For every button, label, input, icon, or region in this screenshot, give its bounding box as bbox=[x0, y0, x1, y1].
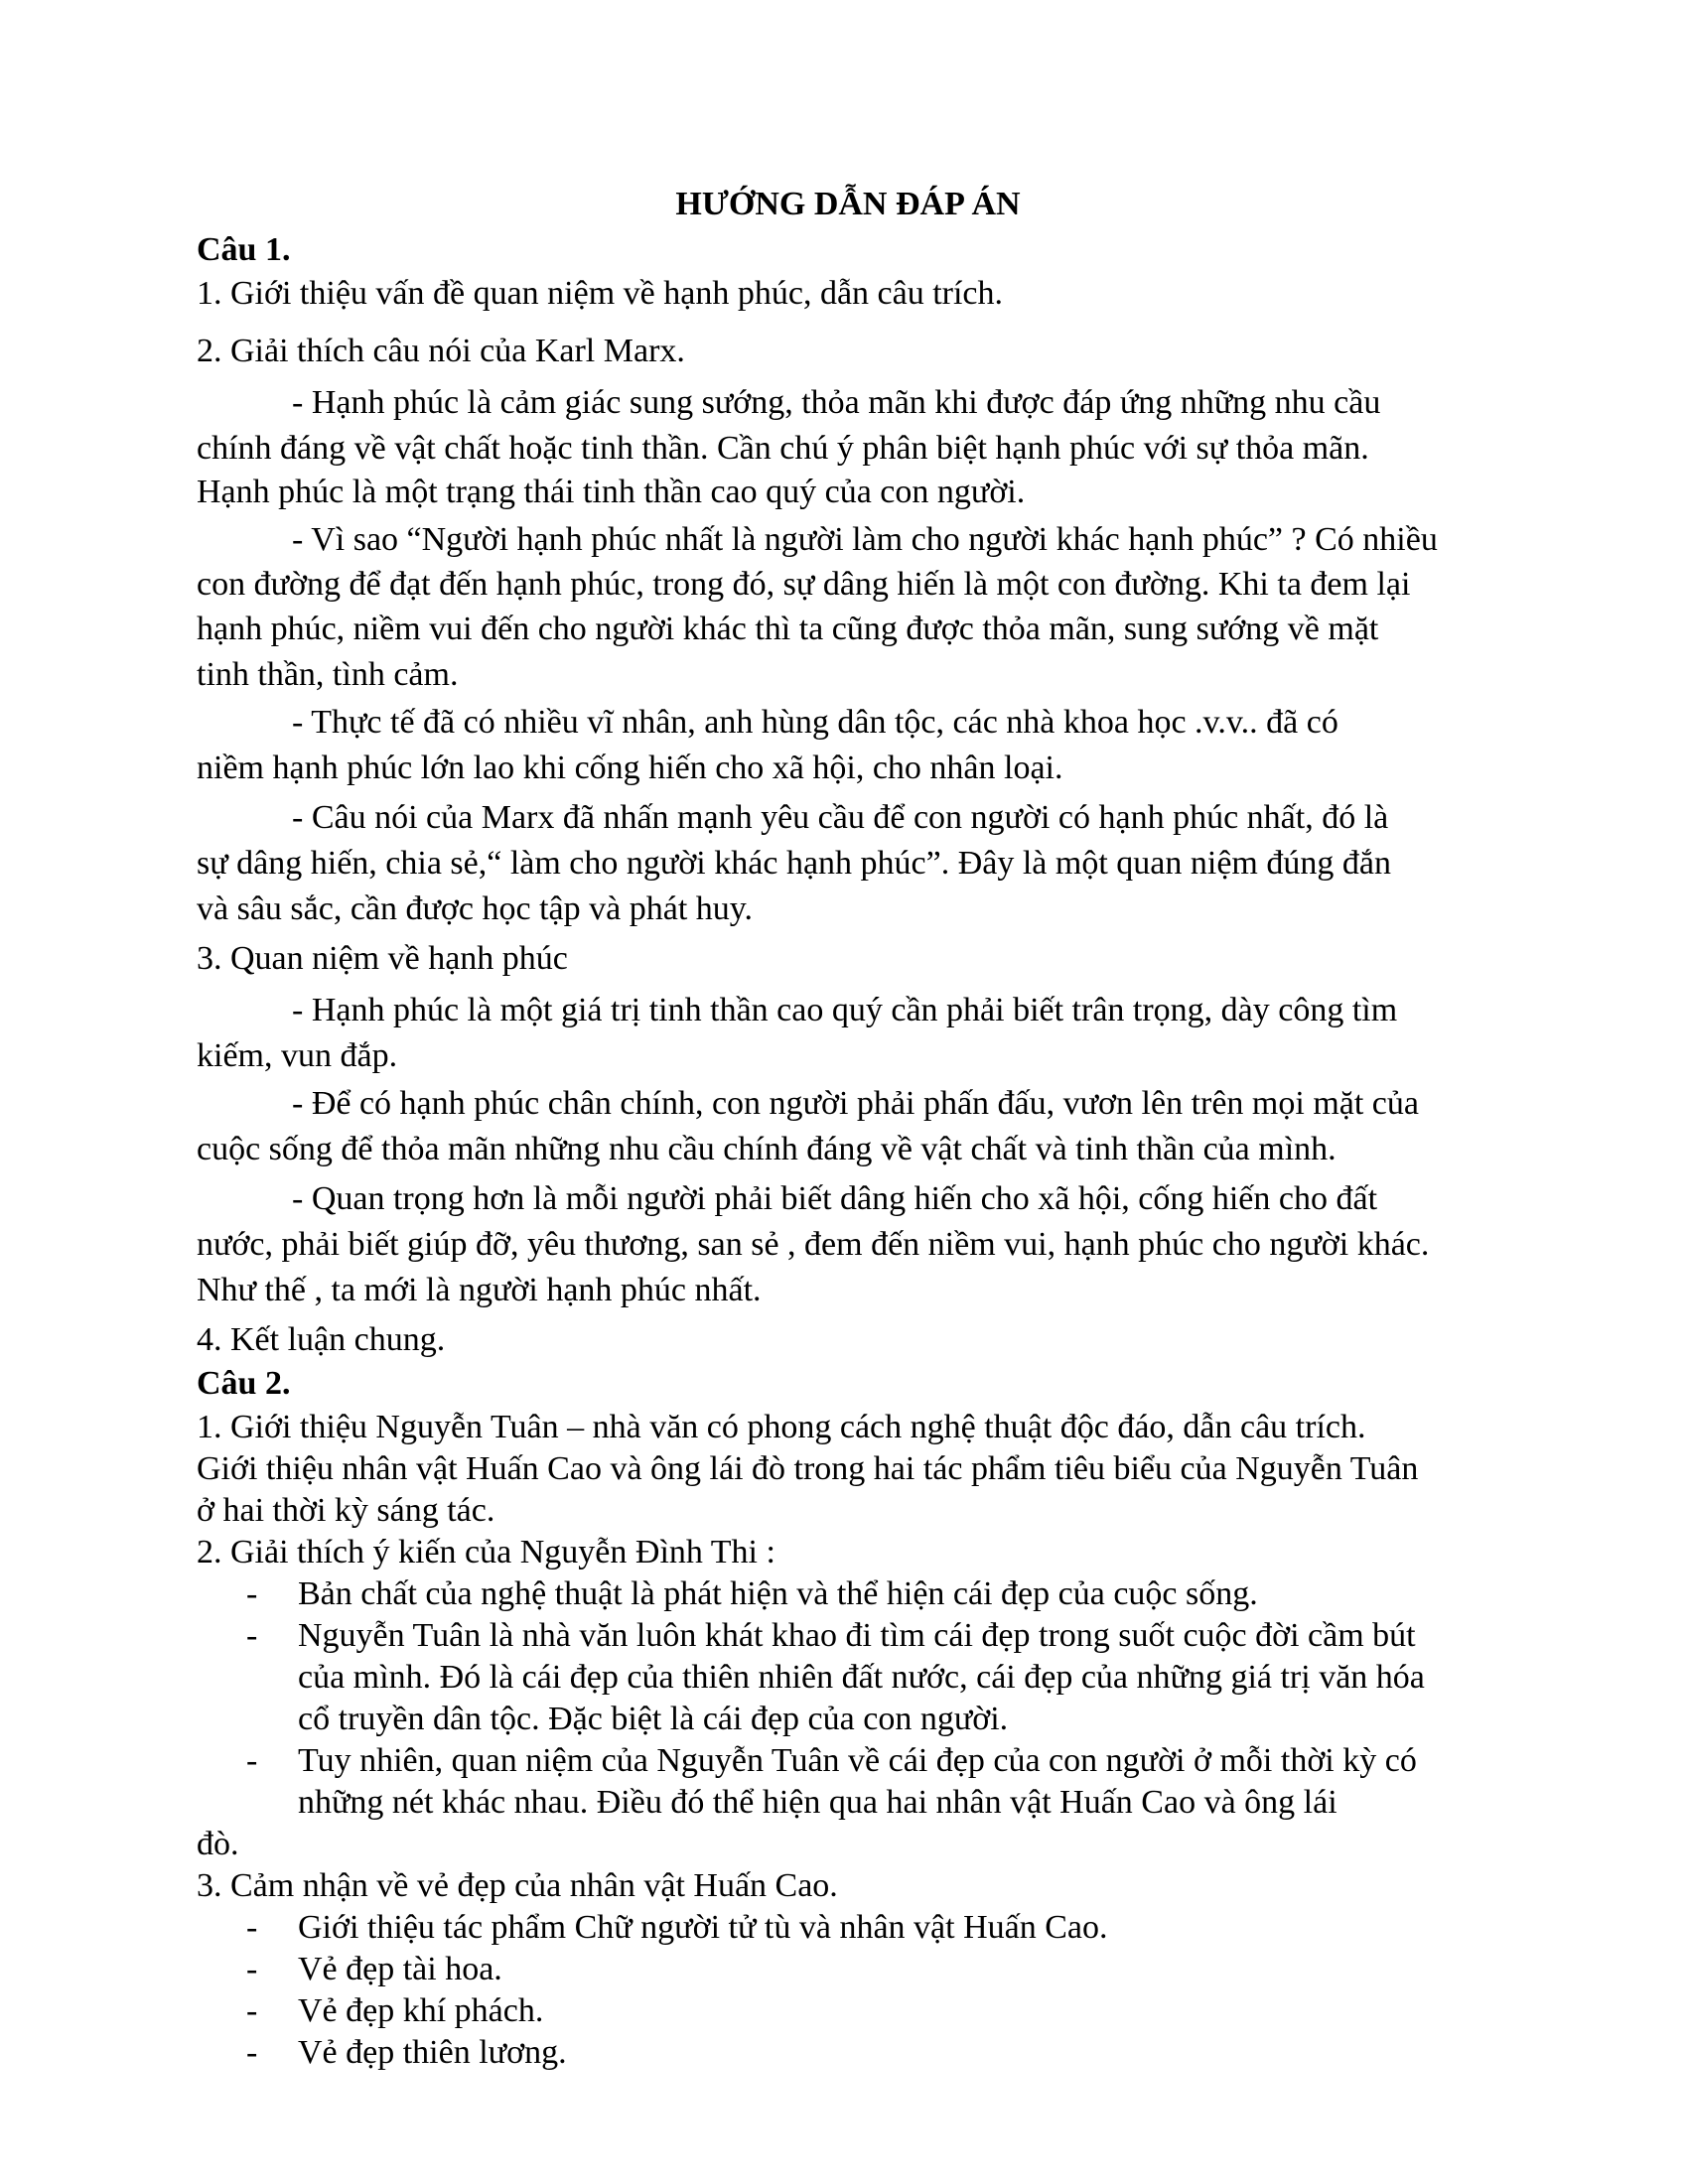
text-line: và sâu sắc, cần được học tập và phát huy. bbox=[197, 890, 754, 927]
text-line: con đường để đạt đến hạnh phúc, trong đó, sự dâng hiến là một con đường. Khi ta đem lại bbox=[197, 566, 1411, 603]
text-line: 3. Cảm nhận về vẻ đẹp của nhân vật Huấn Cao. bbox=[197, 1867, 838, 1904]
text-line: - Câu nói của Marx đã nhấn mạnh yêu cầu để con người có hạnh phúc nhất, đó là bbox=[292, 799, 1389, 836]
text-line: - Hạnh phúc là một giá trị tinh thần cao quý cần phải biết trân trọng, dày công tìm bbox=[292, 992, 1398, 1028]
document-title: HƯỚNG DẪN ĐÁP ÁN bbox=[675, 186, 1021, 222]
list-dash: - bbox=[246, 1742, 258, 1779]
text-line: nước, phải biết giúp đỡ, yêu thương, san sẻ , đem đến niềm vui, hạnh phúc cho người khác. bbox=[197, 1226, 1430, 1263]
list-dash: - bbox=[246, 2034, 258, 2071]
list-item: Nguyễn Tuân là nhà văn luôn khát khao đi tìm cái đẹp trong suốt cuộc đời cầm bút bbox=[298, 1617, 1416, 1654]
text-line: 2. Giải thích câu nói của Karl Marx. bbox=[197, 333, 685, 369]
text-line: hạnh phúc, niềm vui đến cho người khác thì ta cũng được thỏa mãn, sung sướng về mặt bbox=[197, 611, 1379, 647]
text-line: - Thực tế đã có nhiều vĩ nhân, anh hùng dân tộc, các nhà khoa học .v.v.. đã có bbox=[292, 704, 1338, 741]
list-dash: - bbox=[246, 1617, 258, 1654]
text-line: 1. Giới thiệu Nguyễn Tuân – nhà văn có phong cách nghệ thuật độc đáo, dẫn câu trích. bbox=[197, 1409, 1366, 1445]
document-page bbox=[197, 0, 1499, 2184]
text-line: 2. Giải thích ý kiến của Nguyễn Đình Thi : bbox=[197, 1534, 775, 1570]
question-2-heading: Câu 2. bbox=[197, 1365, 291, 1402]
text-line: đò. bbox=[197, 1826, 239, 1862]
text-line: 3. Quan niệm về hạnh phúc bbox=[197, 940, 568, 977]
list-dash: - bbox=[246, 1992, 258, 2029]
text-line: 4. Kết luận chung. bbox=[197, 1321, 446, 1358]
list-item: Giới thiệu tác phẩm Chữ người tử tù và nhân vật Huấn Cao. bbox=[298, 1909, 1108, 1946]
list-dash: - bbox=[246, 1951, 258, 1987]
text-line: tinh thần, tình cảm. bbox=[197, 656, 459, 693]
text-line: Giới thiệu nhân vật Huấn Cao và ông lái đò trong hai tác phẩm tiêu biểu của Nguyễn Tuân bbox=[197, 1450, 1419, 1487]
list-item: Vẻ đẹp tài hoa. bbox=[298, 1951, 502, 1987]
text-line: - Quan trọng hơn là mỗi người phải biết dâng hiến cho xã hội, cống hiến cho đất bbox=[292, 1180, 1378, 1217]
list-item-continued: cổ truyền dân tộc. Đặc biệt là cái đẹp của con người. bbox=[298, 1701, 1009, 1737]
text-line: 1. Giới thiệu vấn đề quan niệm về hạnh phúc, dẫn câu trích. bbox=[197, 275, 1004, 312]
text-line: ở hai thời kỳ sáng tác. bbox=[197, 1492, 495, 1529]
list-item: Tuy nhiên, quan niệm của Nguyễn Tuân về cái đẹp của con người ở mỗi thời kỳ có bbox=[298, 1742, 1417, 1779]
list-dash: - bbox=[246, 1909, 258, 1946]
text-line: kiếm, vun đắp. bbox=[197, 1037, 398, 1074]
text-line: cuộc sống để thỏa mãn những nhu cầu chính đáng về vật chất và tinh thần của mình. bbox=[197, 1131, 1336, 1167]
text-line: Như thế , ta mới là người hạnh phúc nhất. bbox=[197, 1272, 762, 1308]
text-line: - Vì sao “Người hạnh phúc nhất là người làm cho người khác hạnh phúc” ? Có nhiều bbox=[292, 521, 1438, 558]
list-item-continued: những nét khác nhau. Điều đó thể hiện qua hai nhân vật Huấn Cao và ông lái bbox=[298, 1784, 1337, 1821]
list-item: Bản chất của nghệ thuật là phát hiện và thể hiện cái đẹp của cuộc sống. bbox=[298, 1575, 1258, 1612]
text-line: chính đáng về vật chất hoặc tinh thần. Cần chú ý phân biệt hạnh phúc với sự thỏa mãn. bbox=[197, 430, 1369, 467]
text-line: - Hạnh phúc là cảm giác sung sướng, thỏa mãn khi được đáp ứng những nhu cầu bbox=[292, 384, 1381, 421]
list-dash: - bbox=[246, 1575, 258, 1612]
list-item-continued: của mình. Đó là cái đẹp của thiên nhiên đất nước, cái đẹp của những giá trị văn hóa bbox=[298, 1659, 1425, 1696]
list-item: Vẻ đẹp thiên lương. bbox=[298, 2034, 567, 2071]
text-line: - Để có hạnh phúc chân chính, con người phải phấn đấu, vươn lên trên mọi mặt của bbox=[292, 1085, 1419, 1122]
text-line: sự dâng hiến, chia sẻ,“ làm cho người khác hạnh phúc”. Đây là một quan niệm đúng đắn bbox=[197, 845, 1391, 882]
text-line: niềm hạnh phúc lớn lao khi cống hiến cho xã hội, cho nhân loại. bbox=[197, 750, 1063, 786]
text-line: Hạnh phúc là một trạng thái tinh thần cao quý của con người. bbox=[197, 474, 1026, 510]
list-item: Vẻ đẹp khí phách. bbox=[298, 1992, 544, 2029]
question-1-heading: Câu 1. bbox=[197, 231, 291, 268]
